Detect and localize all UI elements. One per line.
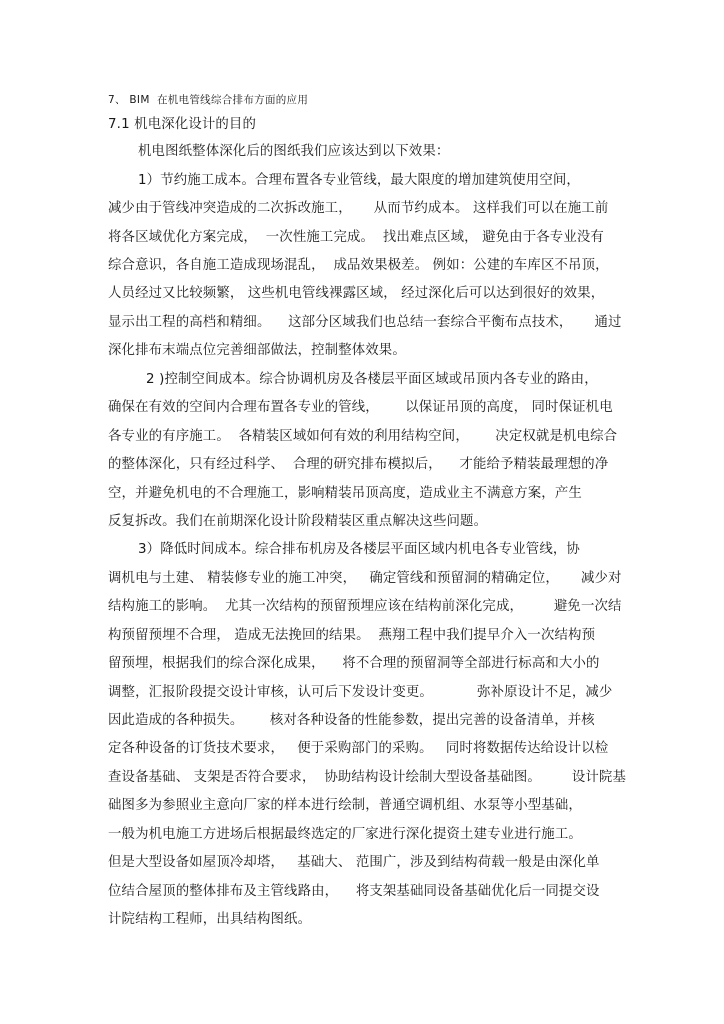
body-line: 确保在有效的空间内合理布置各专业的管线， 以保证吊顶的高度， 同时保证机电 bbox=[108, 400, 613, 415]
body-line: 2 )控制空间成本。综合协调机房及各楼层平面区域或吊顶内各专业的路由， bbox=[146, 372, 598, 387]
body-line: 深化排布末端点位完善细部做法，控制整体效果。 bbox=[108, 343, 406, 358]
body-line: 计院结构工程师，出具结构图纸。 bbox=[108, 912, 312, 927]
body-line: 因此造成的各种损失。 核对各种设备的性能参数，提出完善的设备清单，并核 bbox=[108, 713, 595, 728]
body-line: 查设备基础、 支架是否符合要求， 协助结构设计绘制大型设备基础图。 设计院基 bbox=[108, 770, 626, 785]
body-line: 调机电与土建、 精装修专业的施工冲突， 确定管线和预留洞的精确定位， 减少对 bbox=[108, 571, 622, 586]
body-line: 空，并避免机电的不合理施工，影响精装吊顶高度，造成业主不满意方案，产生 bbox=[108, 486, 582, 501]
body-line: 结构施工的影响。 尤其一次结构的预留预埋应该在结构前深化完成， 避免一次结 bbox=[108, 599, 622, 614]
body-line: 定各种设备的订货技术要求， 便于采购部门的采购。 同时将数据传达给设计以检 bbox=[108, 741, 609, 756]
body-line: 一般为机电施工方进场后根据最终选定的厂家进行深化提资土建专业进行施工。 bbox=[108, 827, 582, 842]
intro-paragraph: 机电图纸整体深化后的图纸我们应该达到以下效果： bbox=[138, 144, 450, 159]
body-line: 调整，汇报阶段提交设计审核，认可后下发设计变更。 弥补原设计不足，减少 bbox=[108, 685, 613, 700]
body-line: 1）节约施工成本。合理布置各专业管线，最大限度的增加建筑使用空间， bbox=[138, 173, 580, 188]
body-line: 但是大型设备如屋顶冷却塔， 基础大、 范围广，涉及到结构荷载一般是由深化单 bbox=[108, 855, 600, 870]
body-line: 础图多为参照业主意向厂家的样本进行绘制，普通空调机组、水泵等小型基础， bbox=[108, 798, 582, 813]
body-line: 的整体深化，只有经过科学、 合理的研究排布模拟后， 才能给予精装最理想的净 bbox=[108, 457, 609, 472]
body-line: 各专业的有序施工。 各精装区域如何有效的利用结构空间， 决定权就是机电综合 bbox=[108, 429, 618, 444]
body-line: 反复拆改。我们在前期深化设计阶段精装区重点解决这些问题。 bbox=[108, 514, 488, 529]
body-line: 3）降低时间成本。综合排布机房及各楼层平面区域内机电各专业管线，协 bbox=[138, 542, 580, 557]
body-line: 构预留预埋不合理， 造成无法挽回的结果。 燕翔工程中我们提早介入一次结构预 bbox=[108, 628, 596, 643]
body-line: 综合意识，各自施工造成现场混乱， 成品效果极差。 例如：公建的车库区不吊顶， bbox=[108, 258, 609, 273]
section-heading: 7.1 机电深化设计的目的 bbox=[108, 117, 257, 132]
body-line: 人员经过又比较频繁， 这些机电管线裸露区域， 经过深化后可以达到很好的效果， bbox=[108, 286, 605, 301]
body-line: 减少由于管线冲突造成的二次拆改施工， 从而节约成本。 这样我们可以在施工前 bbox=[108, 201, 609, 216]
body-line: 显示出工程的高档和精细。 这部分区域我们也总结一套综合平衡布点技术， 通过 bbox=[108, 315, 622, 330]
body-line: 将各区域优化方案完成， 一次性施工完成。 找出难点区域， 避免由于各专业没有 bbox=[108, 230, 604, 245]
body-line: 留预埋，根据我们的综合深化成果， 将不合理的预留洞等全部进行标高和大小的 bbox=[108, 656, 600, 671]
body-line: 位结合屋顶的整体排布及主管线路由， 将支架基础同设备基础优化后一同提交设 bbox=[108, 884, 600, 899]
chapter-heading: 7、 BIM 在机电管线综合排布方面的应用 bbox=[108, 94, 309, 106]
